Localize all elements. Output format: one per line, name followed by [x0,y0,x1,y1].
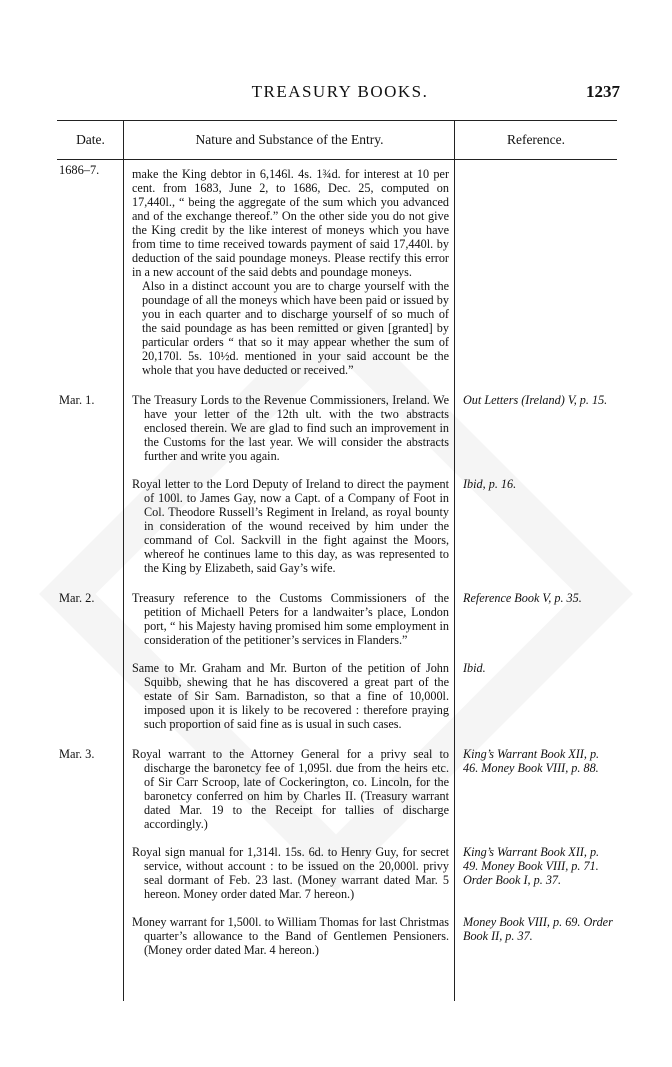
entry-date: 1686–7. [59,163,100,177]
entry-text [124,747,455,831]
entry-date [57,477,124,575]
column-header-nature: Nature and Substance of the Entry. [195,132,384,147]
entry-text [124,845,455,901]
entry-paragraph: The Treasury Lords to the Revenue Commissioners, Ireland. We have your letter of the 12th ult. with the two abstracts enclosed therein. We are glad to find such an improvement in the Customs for the last year. We will consider the abstracts further and write you again. [132,393,449,463]
entry-date [57,915,124,957]
entry-paragraph: Also in a distinct account you are to charge yourself with the poundage of all the moneys which have been paid or issued by you in each quarter and to discharge yourself of so much of the said poundage as has been remitted or given [granted] by particular orders “ that so it may appear whether the sum of 20,170l. 5s. 10½d. mentioned in your said account be the whole that you have deducted or received.” [142,279,449,377]
entry-paragraph: Royal sign manual for 1,314l. 15s. 6d. to Henry Guy, for secret service, without account : to be issued on the 20,000l. privy seal dormant of Feb. 23 last. (Money warrant dated Mar. 5 hereon. Money order dated Mar. 7 hereon.) [132,845,449,901]
entry-reference: King’s Warrant Book XII, p. 49. Money Book VIII, p. 71. Order Book I, p. 37. [463,845,600,887]
entry-paragraph: Royal warrant to the Attorney General for a privy seal to discharge the baronetcy fee of 1,095l. due from the heirs etc. of Sir Carr Scroop, late of Cockerington, co. Lincoln, for the baronetcy conferred on him by Charles II. (Treasury warrant dated Mar. 19 to the Receipt for tallies of discharge accordingly.) [132,747,449,831]
table-row [57,747,617,831]
entry-reference: Out Letters (Ireland) V, p. 15. [463,393,608,407]
entry-text [124,591,455,647]
table-row [57,915,617,957]
entry-date [57,845,124,901]
entry-paragraph: Money warrant for 1,500l. to William Thomas for last Christmas quarter’s allowance to the Band of Gentlemen Pensioners. (Money order dated Mar. 4 hereon.) [132,915,449,957]
table-row [57,591,617,647]
entry-text [124,915,455,957]
column-header-date: Date. [76,132,105,147]
column-header-reference: Reference. [506,132,566,147]
entry-reference: King’s Warrant Book XII, p. 46. Money Book VIII, p. 88. [463,747,600,775]
page-number: 1237 [586,82,620,101]
page-title: TREASURY BOOKS. [251,82,429,101]
table-row [57,477,617,575]
entry-reference [455,163,617,377]
entry-date: Mar. 3. [59,747,95,761]
entry-date: Mar. 1. [59,393,95,407]
table-row [57,163,617,377]
entry-paragraph: Same to Mr. Graham and Mr. Burton of the petition of John Squibb, shewing that he has discovered a great part of the estate of Sir Sam. Barnadiston, so that a fine of 10,000l. imposed upon it is likely to be recovered : therefore praying such proportion of said fine as is usual in such cases. [132,661,449,731]
entry-reference: Ibid, p. 16. [463,477,517,491]
entry-paragraph: Royal letter to the Lord Deputy of Ireland to direct the payment of 100l. to James Gay, now a Capt. of a Company of Foot in Col. Theodore Russell’s Regiment in Ireland, as royal bounty in consideration of the wound received by him under the command of Col. Sackvill in the fight against the Moors, whereof he continues lame to this day, as was represented to the King by Elizabeth, said Gay’s wife. [132,477,449,575]
entry-text [124,393,455,463]
table-row [57,845,617,901]
entry-text [124,477,455,575]
entries-table [57,120,617,957]
page-header [60,82,620,108]
entry-reference: Ibid. [463,661,486,675]
table-row [57,393,617,463]
entry-text [124,163,455,377]
entry-reference: Money Book VIII, p. 69. Order Book II, p. 37. [463,915,613,943]
entry-date [57,661,124,731]
table-body [57,163,617,957]
table-header [57,121,617,160]
table-row [57,661,617,731]
entry-paragraph: Treasury reference to the Customs Commissioners of the petition of Michaell Peters for a landwaiter’s place, London port, “ his Majesty having promised him some employment in consideration of the petitioner’s services in Flanders.” [132,591,449,647]
entry-text [124,661,455,731]
entry-reference: Reference Book V, p. 35. [463,591,582,605]
entry-date: Mar. 2. [59,591,95,605]
entry-paragraph: make the King debtor in 6,146l. 4s. 1¾d. for interest at 10 per cent. from 1683, June 2, to 1686, Dec. 25, computed on 17,440l., “ being the aggregate of the sum which you advanced and of the exchange thereof.” On the other side you do not give the King credit by the like interest of moneys which you have from time to time received towards payment of said 17,440l. by deduction of the said poundage moneys. Please rectify this error in a new account of the said debts and poundage moneys. [132,167,449,279]
